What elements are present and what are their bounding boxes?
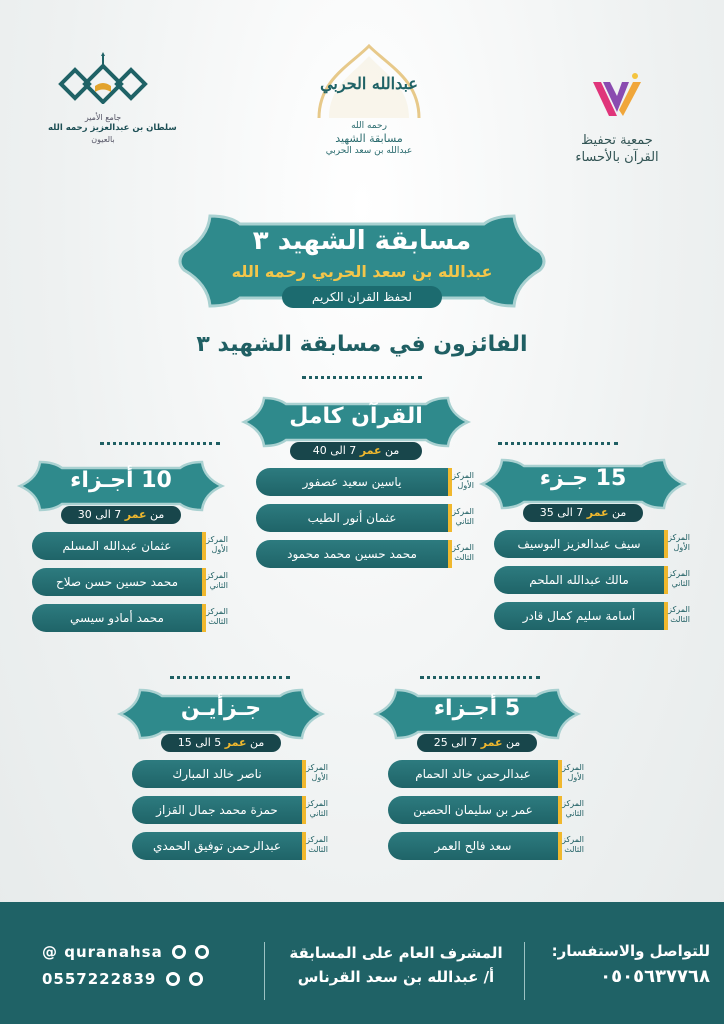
- rank-label: المركز: [562, 763, 584, 772]
- category-title: القرآن كامل: [289, 404, 423, 429]
- age-word: عمر: [124, 508, 147, 521]
- category-title: جـزأيـن: [180, 696, 262, 721]
- banner-tagline: لحفظ القران الكريم: [282, 286, 442, 308]
- divider-dots: [420, 676, 540, 679]
- winner-rank: [206, 604, 228, 632]
- winner-rank: [306, 796, 328, 824]
- winner-rank: [668, 530, 690, 558]
- rank-label: المركز: [452, 507, 474, 516]
- category-card-full: [238, 394, 474, 584]
- rank-position: الثالث: [454, 553, 474, 562]
- title-banner: [170, 212, 554, 310]
- association-mark-icon: [589, 72, 645, 122]
- winner-row: [132, 760, 328, 788]
- header: [0, 0, 724, 200]
- category-card-5: [370, 686, 584, 876]
- rank-label: المركز: [452, 543, 474, 552]
- rank-position: الأول: [673, 543, 690, 552]
- rank-label: المركز: [306, 799, 328, 808]
- footer: [0, 902, 724, 1024]
- winner-name: سعد فالح العمر: [388, 832, 558, 860]
- center-logo-line3: عبدالله بن سعد الحربي: [325, 146, 413, 156]
- age-range-pill: [161, 734, 281, 752]
- category-title: 5 أجـزاء: [433, 696, 521, 721]
- winner-row: [388, 832, 584, 860]
- winner-name: أسامة سليم كمال قادر: [494, 602, 664, 630]
- association-logo: [562, 72, 672, 166]
- rank-position: الثالث: [308, 845, 328, 854]
- age-prefix: من: [246, 736, 265, 749]
- winner-row: [388, 760, 584, 788]
- supervisor-name: أ/ عبدالله بن سعد القرناس: [297, 968, 495, 986]
- winner-row: [256, 468, 474, 496]
- winner-rank: [306, 832, 328, 860]
- winner-rank: [452, 468, 474, 496]
- winner-rank: [562, 760, 584, 788]
- winner-name: عمر بن سليمان الحصين: [388, 796, 558, 824]
- age-word: عمر: [224, 736, 247, 749]
- category-title: 10 أجـزاء: [70, 468, 172, 493]
- category-card-2: [114, 686, 328, 876]
- winner-name: عبدالرحمن توفيق الحمدي: [132, 832, 302, 860]
- banner-title: مسابقة الشهيد ٣: [252, 226, 472, 256]
- age-range-pill: [290, 442, 422, 460]
- winner-name: سيف عبدالعزيز البوسيف: [494, 530, 664, 558]
- divider-dots: [498, 442, 618, 445]
- rank-position: الثاني: [309, 809, 328, 818]
- calligraphy-name: عبدالله الحربي: [320, 74, 418, 93]
- dome-icon: [309, 40, 429, 120]
- age-range-pill: [61, 506, 181, 524]
- footer-divider: [524, 942, 525, 1000]
- divider-dots: [302, 376, 422, 379]
- winner-name: ناصر خالد المبارك: [132, 760, 302, 788]
- winner-name: مالك عبدالله الملحم: [494, 566, 664, 594]
- divider-dots: [170, 676, 290, 679]
- mosque-mark-icon: [55, 48, 151, 104]
- rank-position: الأول: [311, 773, 328, 782]
- competition-logo: [304, 40, 434, 157]
- winners-heading: الفائزون في مسابقة الشهيد ٣: [196, 332, 528, 357]
- winner-name: محمد حسين محمد محمود: [256, 540, 448, 568]
- rank-position: الأول: [211, 545, 228, 554]
- winner-row: [32, 604, 228, 632]
- age-prefix: من: [502, 736, 521, 749]
- association-name-line1: جمعية تحفيظ: [581, 133, 653, 148]
- winner-row: [494, 530, 690, 558]
- age-range-pill: [417, 734, 537, 752]
- contact-number[interactable]: ٠٥٠٥٦٣٧٧٦٨: [600, 966, 710, 987]
- age-range-pill: [523, 504, 643, 522]
- rank-label: المركز: [306, 835, 328, 844]
- mosque-line1: جامع الأمير: [84, 113, 122, 122]
- phone-number[interactable]: 0557222839: [42, 970, 157, 988]
- winner-row: [132, 832, 328, 860]
- social-handle-row[interactable]: [42, 943, 209, 961]
- phone-row[interactable]: [42, 970, 203, 988]
- rank-position: الثاني: [671, 579, 690, 588]
- rank-label: المركز: [206, 571, 228, 580]
- rank-position: الثالث: [564, 845, 584, 854]
- rank-position: الثالث: [670, 615, 690, 624]
- banner-subtitle: عبدالله بن سعد الحربي رحمه الله: [231, 262, 493, 281]
- winner-row: [494, 566, 690, 594]
- winner-row: [132, 796, 328, 824]
- rank-position: الثاني: [455, 517, 474, 526]
- rank-position: الثاني: [565, 809, 584, 818]
- divider-dots: [100, 442, 220, 445]
- twitter-icon: [195, 945, 209, 959]
- winner-name: محمد أمادو سيسي: [32, 604, 202, 632]
- footer-divider: [264, 942, 265, 1000]
- age-prefix: من: [608, 506, 627, 519]
- whatsapp-icon: [166, 972, 180, 986]
- winner-rank: [306, 760, 328, 788]
- winner-rank: [562, 832, 584, 860]
- winner-name: عثمان أنور الطيب: [256, 504, 448, 532]
- center-logo-line2: مسابقة الشهيد: [335, 132, 403, 145]
- age-prefix: من: [381, 444, 400, 457]
- supervisor-label: المشرف العام على المسابقة: [289, 944, 503, 962]
- rank-position: الأول: [567, 773, 584, 782]
- winner-rank: [452, 504, 474, 532]
- winner-name: عبدالرحمن خالد الحمام: [388, 760, 558, 788]
- winner-rank: [562, 796, 584, 824]
- winner-row: [256, 540, 474, 568]
- winner-row: [32, 532, 228, 560]
- mosque-line2: سلطان بن عبدالعزيز رحمه الله: [48, 123, 177, 133]
- age-word: عمر: [586, 506, 609, 519]
- age-word: عمر: [480, 736, 503, 749]
- category-title: 15 جـزء: [539, 466, 627, 491]
- age-range: 7 الى 25: [433, 736, 481, 749]
- rank-label: المركز: [668, 605, 690, 614]
- mosque-logo: [48, 48, 177, 145]
- rank-label: المركز: [668, 569, 690, 578]
- winner-rank: [206, 532, 228, 560]
- rank-label: المركز: [562, 835, 584, 844]
- rank-position: الثاني: [209, 581, 228, 590]
- rank-position: الثالث: [208, 617, 228, 626]
- snapchat-icon: [189, 972, 203, 986]
- age-prefix: من: [146, 508, 165, 521]
- winner-rank: [452, 540, 474, 568]
- rank-label: المركز: [206, 535, 228, 544]
- winner-rank: [206, 568, 228, 596]
- rank-label: المركز: [562, 799, 584, 808]
- rank-position: الأول: [457, 481, 474, 490]
- category-card-15: [476, 456, 690, 646]
- rank-label: المركز: [668, 533, 690, 542]
- age-range: 7 الى 35: [539, 506, 587, 519]
- rank-label: المركز: [452, 471, 474, 480]
- age-word: عمر: [359, 444, 382, 457]
- instagram-icon: [172, 945, 186, 959]
- mosque-line3: بالعيون: [91, 135, 115, 144]
- association-name-line2: القرآن بالأحساء: [575, 150, 659, 165]
- winner-row: [256, 504, 474, 532]
- rank-label: المركز: [306, 763, 328, 772]
- category-card-10: [14, 458, 228, 648]
- winner-name: ياسين سعيد عصفور: [256, 468, 448, 496]
- age-range: 7 الى 40: [312, 444, 360, 457]
- contact-label: للتواصل والاستفسار:: [551, 942, 710, 960]
- winner-name: عثمان عبدالله المسلم: [32, 532, 202, 560]
- winner-name: حمزة محمد جمال القزاز: [132, 796, 302, 824]
- center-logo-line1: رحمه الله: [351, 121, 387, 131]
- winner-rank: [668, 602, 690, 630]
- rank-label: المركز: [206, 607, 228, 616]
- winner-row: [32, 568, 228, 596]
- winner-row: [388, 796, 584, 824]
- winner-rank: [668, 566, 690, 594]
- social-handle[interactable]: @ quranahsa: [42, 943, 163, 961]
- age-range: 7 الى 30: [77, 508, 125, 521]
- age-range: 5 الى 15: [177, 736, 225, 749]
- winner-name: محمد حسين حسن صلاح: [32, 568, 202, 596]
- winner-row: [494, 602, 690, 630]
